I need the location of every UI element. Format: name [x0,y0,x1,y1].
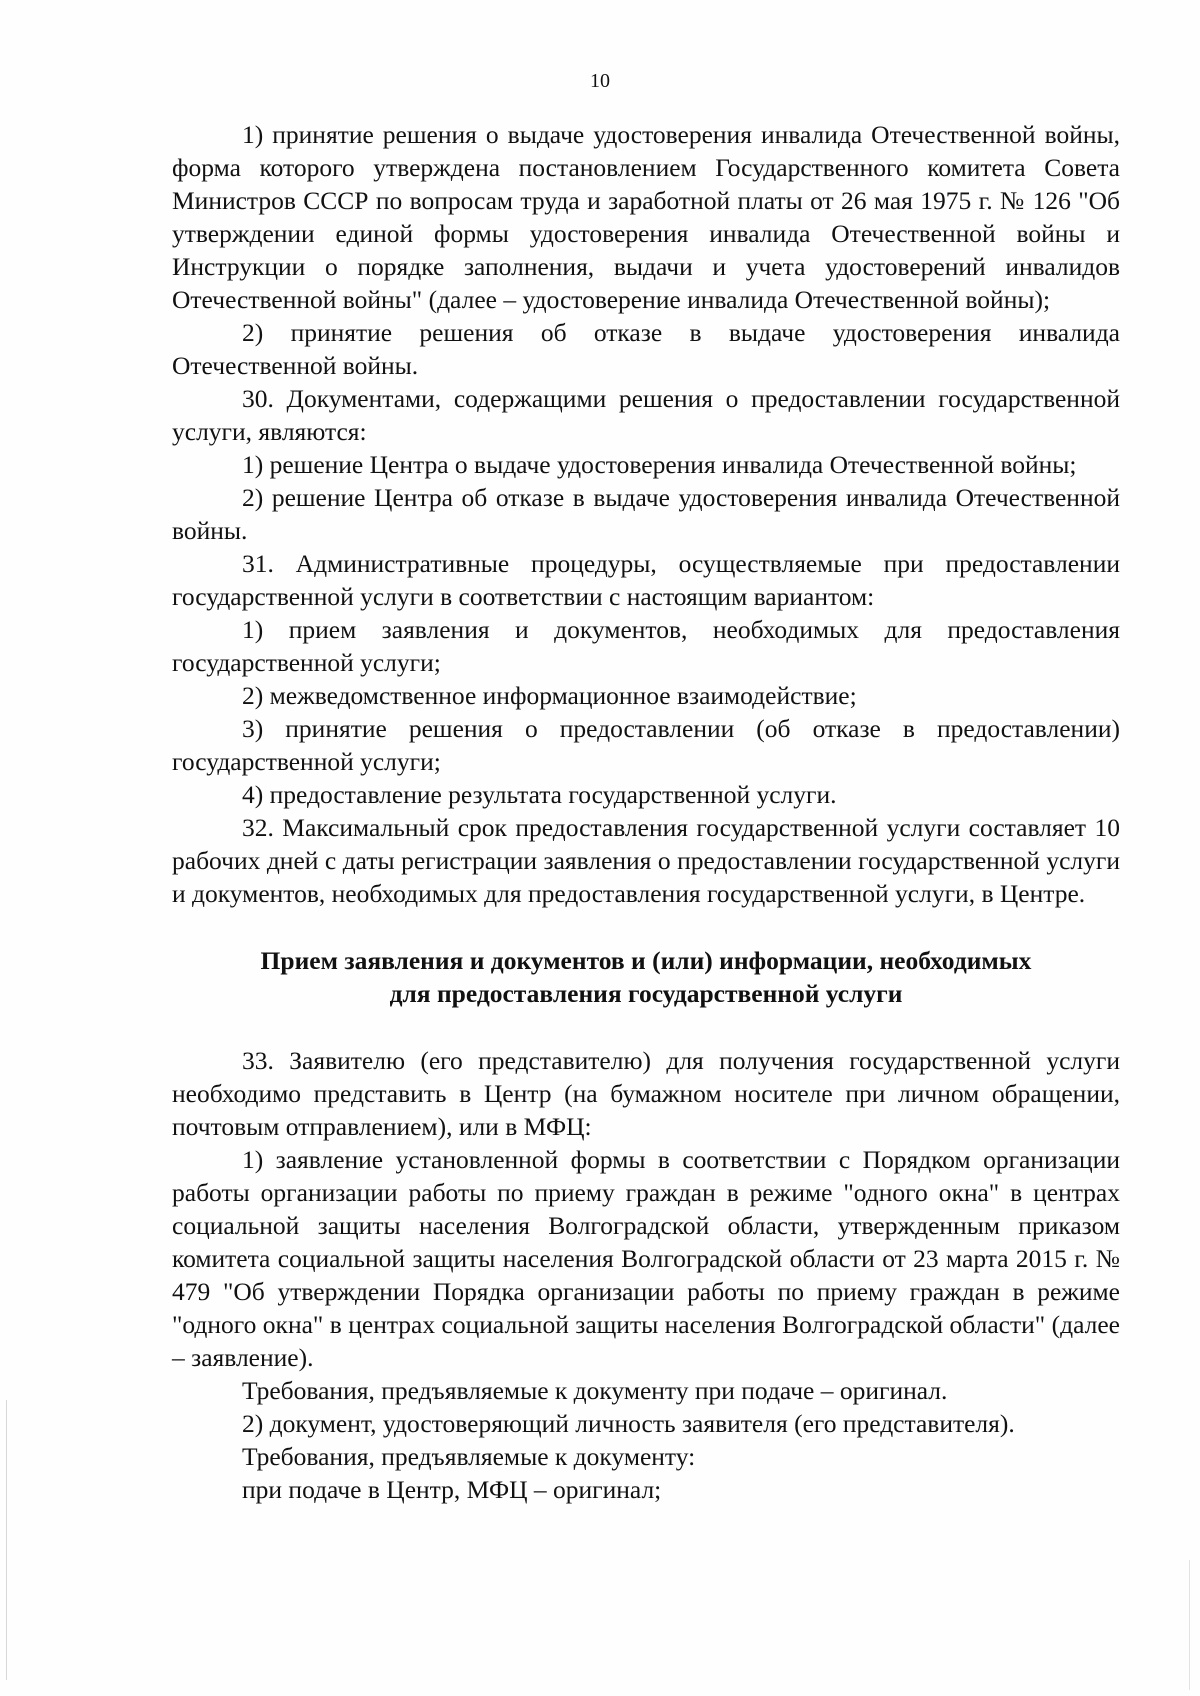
paragraph: 2) принятие решения об отказе в выдаче удостоверения инвалида Отечественной войны. [172,318,1120,380]
section-heading-line: для предоставления государственной услуги [389,979,903,1008]
paragraph: Требования, предъявляемые к документу: [242,1442,696,1471]
paragraph: 32. Максимальный срок предоставления государственной услуги составляет 10 рабочих дней с даты регистрации заявления о предоставлении государственной услуги и документов, необходимых для предоставления государственной услуги, в Центре. [172,813,1120,908]
scan-edge-mark [1189,1560,1190,1690]
paragraph: 3) принятие решения о предоставлении (об отказе в предоставлении) государственной услуги; [172,714,1120,776]
scan-edge-mark [6,1400,7,1680]
paragraph: 1) заявление установленной формы в соответствии с Порядком организации работы организации работы по приему граждан в режиме "одного окна" в центрах социальной защиты населения Волгоградской области, утвержденным приказом комитета социальной защиты населения Волгоградской области от 23 марта 2015 г. № 479 "Об утверждении Порядка организации работы по приему граждан в режиме "одного окна" в центрах социальной защиты населения Волгоградской области" (далее – заявление). [172,1145,1120,1372]
paragraph: 30. Документами, содержащими решения о предоставлении государственной услуги, являются: [172,384,1120,446]
paragraph: 2) решение Центра об отказе в выдаче удостоверения инвалида Отечественной войны. [172,483,1120,545]
paragraph: 1) прием заявления и документов, необходимых для предоставления государственной услуги; [172,615,1120,677]
section-heading [172,944,1120,1010]
document-body [172,118,1120,1506]
paragraph: 2) документ, удостоверяющий личность заявителя (его представителя). [242,1409,1015,1438]
paragraph: 31. Административные процедуры, осуществляемые при предоставлении государственной услуги в соответствии с настоящим вариантом: [172,549,1120,611]
paragraph: при подаче в Центр, МФЦ – оригинал; [242,1475,662,1504]
paragraph: 33. Заявителю (его представителю) для получения государственной услуги необходимо представить в Центр (на бумажном носителе при личном обращении, почтовым отправлением), или в МФЦ: [172,1046,1120,1141]
paragraph: Требования, предъявляемые к документу при подаче – оригинал. [242,1376,948,1405]
paragraph: 4) предоставление результата государственной услуги. [242,780,837,809]
paragraph: 1) решение Центра о выдаче удостоверения инвалида Отечественной войны; [242,450,1077,479]
paragraph: 2) межведомственное информационное взаимодействие; [242,681,857,710]
paragraph: 1) принятие решения о выдаче удостоверения инвалида Отечественной войны, форма которого утверждена постановлением Государственного комитета Совета Министров СССР по вопросам труда и заработной платы от 26 мая 1975 г. № 126 "Об утверждении единой формы удостоверения инвалида Отечественной войны и Инструкции о порядке заполнения, выдачи и учета удостоверений инвалидов Отечественной войны" (далее – удостоверение инвалида Отечественной войны); [172,120,1120,314]
page-number: 10 [590,70,610,92]
section-heading-line: Прием заявления и документов и (или) информации, необходимых [260,946,1032,975]
